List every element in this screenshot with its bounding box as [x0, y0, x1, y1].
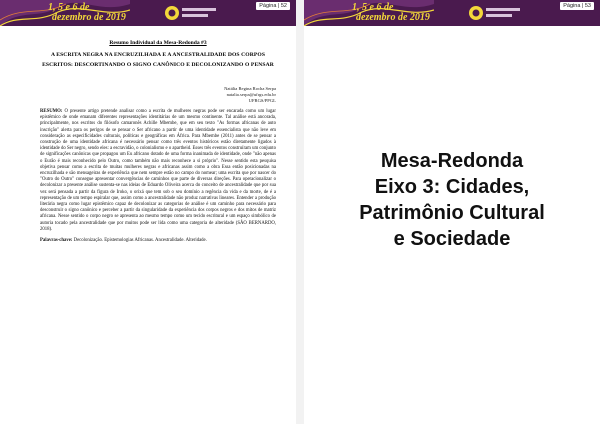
author-email[interactable]: natalia.serpa@ufrgs.edu.br	[226, 92, 276, 97]
abstract-paragraph	[40, 109, 276, 233]
section-title-line: e Sociedade	[393, 228, 511, 250]
event-logo	[466, 3, 524, 23]
event-dates-line2: dezembro de 2019	[356, 12, 430, 23]
author-name: Natália Regina Rocha Serpa	[224, 86, 276, 91]
page-gutter	[296, 0, 304, 424]
event-banner-right	[304, 0, 600, 26]
page-number: Página | 53	[560, 2, 594, 10]
left-page	[0, 0, 296, 424]
section-title-line: Patrimônio Cultural	[359, 202, 545, 224]
section-title-line: Eixo 3: Cidades,	[374, 176, 530, 198]
right-page	[304, 0, 600, 424]
abstract-document	[40, 40, 276, 244]
event-dates-line1: 1, 5 e 6 de	[48, 2, 90, 13]
event-banner	[0, 0, 296, 26]
keywords-text: Decolonização. Epistemologias Africanas. Ancestralidade. Alteridade.	[73, 238, 207, 244]
event-logo	[162, 3, 220, 23]
abstract-text: O presente artigo pretende analisar como a escrita de mulheres negras pode ser encarada como um lugar epistêmico de onde emanam diferentes representações identitárias de um mesmo continente. Tal análise está ancorada, principalmente, nos escritos do filósofo camaronês Achille Mbembe, que em seu texto "As formas africanas de auto inscrição" alerta para os perigos de se pensar o Ser africano a partir de uma identidade essencialista que não leve em consideração as especificidades culturais, políticas e geográficas em África. Para Mbembe (2011) antes de se pensar a construção de uma identidade africana é necessário pensar como três eventos históricos estão diretamente ligados à identidade do Ser negro, sendo eles: a escravidão, o colonialismo e o apartheid. Esses três eventos construíram um conjunto de significações canônicas que propagou um Eu africano dotado de uma forma inanimada de identidade, onde "não apenas o Eurão é mais reconhecido pelo Outro, como também não mais reconhece a si próprio". Nesse sentido esta pesquisa objetiva pensar como a escrita de muitas mulheres negras e africanas assim como a obra Essa então posicionadas na encruzilhada e são mensageiras de experiência que nem sempre estão no campo do nomear; uma escrita que por nascer do "Outro do Outro" consegue apresentar convergências de caminhos que parte de diversas direções. Para operacionalizar o decolonizar a presente análise sustenta-se nas ideias de Eduardo Oliveira acerca do conceito de ancestralidade que por sua vez será pensada a partir da figura de Iroko, o orixá que tem sob o seu domínio a regência da vida e da morte, de é a representação de um tempo espiralar que, assim como a ancestralidade não produz narrativas lineares. Entender a produção literária negra como lugar epistêmico capaz de decolonizar as categorias de análise é um caminho para necessário para desconstruir o signo canônico e perceber a partir da singularidade da experiência dos corpos negros e dos mitos de matriz africana. Nesse sentido o corpo negro se apresenta ao mesmo tempo como um tecido escritural e um espaço simbólico de autoria tocado pela ancestralidade que por muitos pode ser lida como uma categoria de alteridade (SÃO BERNARDO, 2018).	[40, 109, 276, 232]
author-block	[40, 86, 276, 104]
event-dates	[352, 3, 430, 23]
abstract-label: RESUMO:	[40, 109, 63, 114]
event-dates	[48, 3, 126, 23]
document-subtitle: A ESCRITA NEGRA NA ENCRUZILHADA E A ANCESTRALIDADE DOS CORPOS ESCRITOS: DESCORTINANDO O SIGNO CANÔNICO E DECOLONIZANDO O PENSAR	[42, 52, 274, 68]
section-title	[314, 148, 590, 252]
page-number: Página | 52	[256, 2, 290, 10]
event-dates-line2: dezembro de 2019	[52, 12, 126, 23]
keywords-label: Palavras-chave:	[40, 238, 73, 244]
document-title: Resumo Individual da Mesa-Redonda #3	[109, 40, 207, 46]
section-title-line: Mesa-Redonda	[380, 150, 524, 172]
event-dates-line1: 1, 5 e 6 de	[352, 2, 394, 13]
author-institution: UFRGS/PPGL	[248, 98, 276, 103]
keywords-paragraph	[40, 238, 276, 244]
